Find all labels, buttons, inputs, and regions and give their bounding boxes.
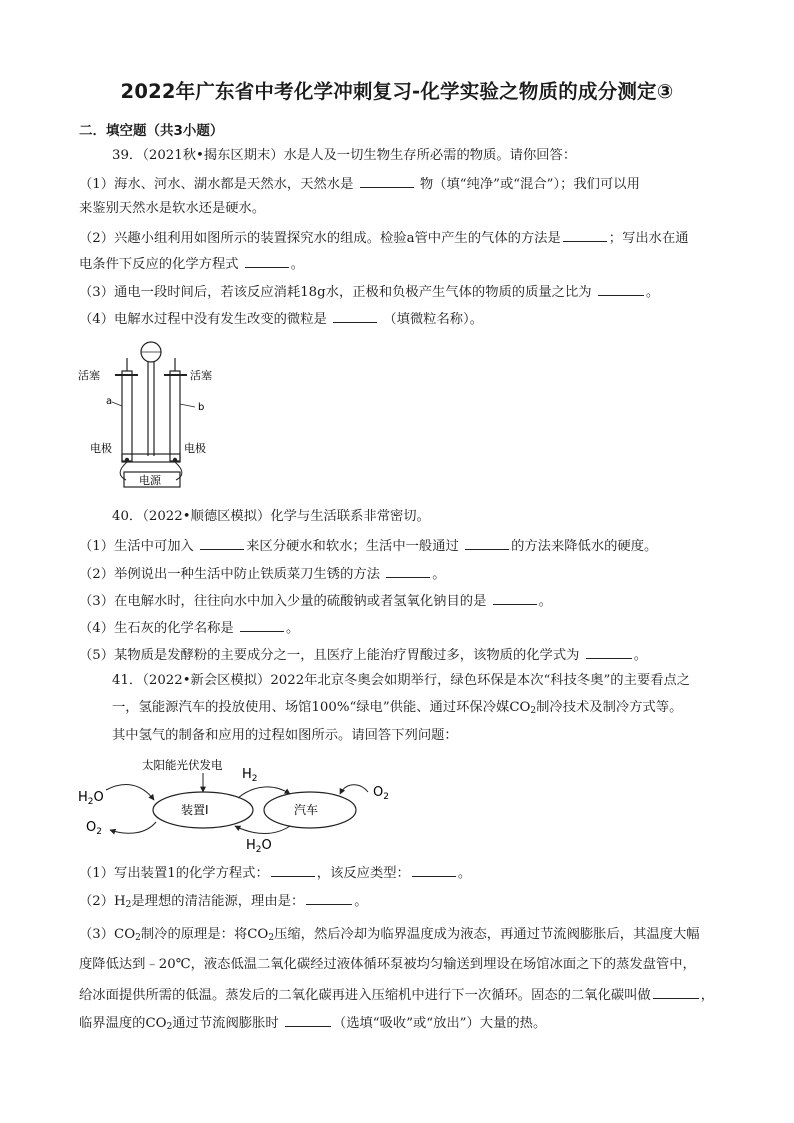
- answer-blank[interactable]: [360, 173, 414, 188]
- h2-top-label: $H_2$: [242, 767, 258, 784]
- q40-part5: （5）某物质是发酵粉的主要成分之一，且医疗上能治疗胃酸过多，该物质的化学式为 。: [79, 644, 647, 666]
- section-heading: 二．填空题（共3小题）: [79, 123, 224, 139]
- q39-part4: （4）电解水过程中没有发生改变的微粒是 （填微粒名称）。: [79, 308, 483, 330]
- power-label: 电源: [139, 474, 161, 487]
- q40-part3: （3）在电解水时，往往向水中加入少量的硫酸钠或者氢氧化钠目的是 。: [79, 590, 552, 612]
- q41-part1: （1）写出装置1的化学方程式： ，该反应类型： 。: [79, 862, 471, 884]
- q39-part2: （2）兴趣小组利用如图所示的装置探究水的组成。检验a管中产生的气体的方法是 ；写出水在通: [79, 227, 689, 249]
- answer-blank[interactable]: [306, 890, 352, 905]
- q41-part3-line4: 临界温度的$CO_2$通过节流阀膨胀时 （选填“吸收”或“放出”）大量的热。: [79, 1012, 546, 1037]
- tube-a: [122, 371, 132, 461]
- q41-part3-line1: $(3)CO_2$制冷的原理是：将$CO_2$压缩，然后冷却为临界温度成为液态，再通过节流阀膨胀后，其温度大幅: [79, 927, 700, 943]
- q41-part3-line3: 给冰面提供所需的低温。蒸发后的二氧化碳再进入压缩机中进行下一次循环。固态的二氧化碳叫做 ，: [79, 984, 714, 1006]
- answer-blank[interactable]: [200, 535, 244, 550]
- h2o-return-arrow: [235, 826, 290, 834]
- q41-stem-line2: 一，氢能源汽车的投放使用、场馆100%“绿电”供能、通过环保冷媒$CO_2$制冷技术及制冷方式等。: [112, 700, 683, 716]
- o2-right-label: $O_2$: [373, 785, 389, 802]
- answer-blank[interactable]: [598, 281, 644, 296]
- electrolysis-apparatus-figure: [78, 336, 228, 496]
- q40-stem: 40．（2022•顺德区模拟）化学与生活联系非常密切。: [112, 509, 430, 524]
- answer-blank[interactable]: [245, 253, 289, 268]
- hydrogen-cycle-figure: [70, 756, 410, 854]
- stopcock-left-label: 活塞: [78, 369, 100, 382]
- answer-blank[interactable]: [493, 590, 537, 605]
- answer-blank[interactable]: [333, 308, 377, 323]
- answer-blank[interactable]: [240, 617, 284, 632]
- answer-blank[interactable]: [586, 644, 632, 659]
- device-I-label: 装置I: [181, 803, 209, 817]
- answer-blank[interactable]: [285, 1012, 331, 1027]
- q40-part4: （4）生石灰的化学名称是 。: [79, 617, 299, 639]
- o2-left-label: $O_2$: [86, 820, 102, 837]
- q41-stem-line3: 其中氢气的制备和应用的过程如图所示。请回答下列问题：: [112, 728, 458, 743]
- q39-part2-cont: 电条件下反应的化学方程式 。: [79, 253, 304, 275]
- stopcock-right-label: 活塞: [190, 369, 212, 382]
- tube-b-label: b: [198, 402, 205, 413]
- solar-power-label: 太阳能光伏发电: [142, 758, 223, 772]
- h2o-bottom-label: $H_2O$: [246, 838, 272, 854]
- car-label: 汽车: [294, 803, 319, 817]
- tube-a-label: a: [106, 396, 113, 407]
- q40-part1: （1）生活中可加入 来区分硬水和软水；生活中一般通过 的方法来降低水的硬度。: [79, 535, 657, 557]
- electrode-right-label: 电极: [184, 442, 206, 455]
- page-title: 2022年广东省中考化学冲刺复习-化学实验之物质的成分测定③: [120, 80, 674, 103]
- o2-out-arrow: [110, 822, 156, 833]
- h2-arrow: [238, 787, 290, 798]
- electrode-right: [173, 458, 177, 462]
- tube-b: [170, 371, 180, 461]
- answer-blank[interactable]: [653, 984, 699, 999]
- electrode-left: [125, 458, 129, 462]
- h2o-in-arrow: [106, 785, 154, 800]
- q39-part3: （3）通电一段时间后，若该反应消耗18g水，正极和负极产生气体的物质的质量之比为 。: [79, 281, 659, 303]
- answer-blank[interactable]: [465, 535, 509, 550]
- q39-stem: 39．（2021秋•揭东区期末）水是人及一切生物生存所必需的物质。请你回答：: [112, 148, 577, 163]
- answer-blank[interactable]: [271, 862, 315, 877]
- electrode-left-label: 电极: [90, 442, 112, 455]
- h2o-left-label: $H_2O$: [78, 790, 104, 807]
- q41-part3-line2: 度降低达到﹣20℃，液态低温二氧化碳经过液体循环泵被均匀输送到埋设在场馆冰面之下的蒸发盘管中，: [79, 957, 696, 972]
- q41-part2: $(2)H_2$是理想的清洁能源，理由是： 。: [79, 890, 368, 915]
- q39-part1-cont: 来鉴别天然水是软水还是硬水。: [79, 201, 266, 216]
- answer-blank[interactable]: [412, 862, 456, 877]
- o2-in-arrow: [340, 785, 368, 794]
- answer-blank[interactable]: [386, 563, 430, 578]
- q40-part2: （2）举例说出一种生活中防止铁质菜刀生锈的方法 。: [79, 563, 446, 585]
- answer-blank[interactable]: [563, 227, 607, 242]
- q39-part1: （1）海水、河水、湖水都是天然水，天然水是 物（填“纯净”或“混合”）；我们可以用: [79, 173, 640, 195]
- q41-stem-line1: 41．（2022•新会区模拟）2022年北京冬奥会如期举行，绿色环保是本次“科技冬奥”的主要看点之: [112, 673, 691, 688]
